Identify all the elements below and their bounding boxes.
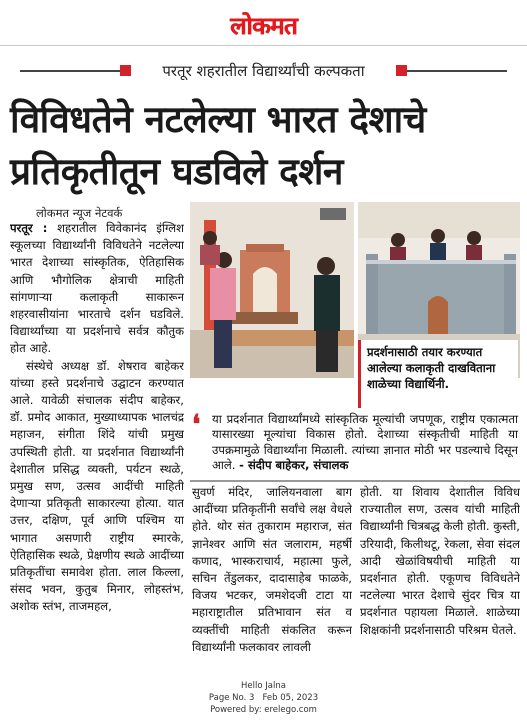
quote-divider [190, 480, 520, 482]
headline-line-2: प्रतिकृतीतून घडविले दर्शन [10, 150, 343, 193]
dateline: परतूर : [10, 221, 48, 235]
kicker-square-right [396, 65, 407, 76]
article-column-right: होती. या शिवाय देशातील विविध राज्यातील सण, उत्सव यांची माहिती विद्यार्थ्यांनी चित्रबद्ध केली होती. कुस्ती, उरियादी, किलीथटू, रेकला, सेवा संदल आदी खेळांविषयीची माहिती या प्रदर्शनात होती. एकूणच विविधतेने नटलेल्या भारत देशाचे सुंदर चित्र या प्रदर्शनात पहायला मिळाले. शाळेच्या शिक्षकांनी प्रदर्शनासाठी परिश्रम घेतले. [360, 485, 520, 637]
page-footer [0, 680, 527, 716]
kicker [0, 58, 527, 84]
kicker-text: परतूर शहरातील विद्यार्थ्यांची कल्पकता [154, 58, 372, 84]
quote-icon: ❛ [192, 410, 201, 440]
exhibition-photo-gate [190, 202, 354, 378]
headline-line-1: विविधतेने नटलेल्या भारत देशाचे [10, 98, 426, 141]
article-paragraph-1-text: शहरातील विवेकानंद इंग्लिश स्कूलच्या विद्यार्थ्यांनी विविधतेने नटलेल्या भारत देशाच्या सांस्कृतिक, ऐतिहासिक आणि भौगोलिक क्षेत्राची माहिती सांगणाऱ्या कलाकृती साकारून शहरवासीयांना भारताचे दर्शन घडविले. विद्यार्थ्यांच्या या प्रदर्शनाचे सर्वत्र कौतुक होत आहे. [10, 221, 184, 356]
photo-caption: प्रदर्शनासाठी तयार करण्यात आलेल्या कलाकृती दाखविताना शाळेच्या विद्यार्थिनी. [358, 340, 518, 408]
quote-author: - संदीप बाहेकर, संचालक [239, 458, 349, 473]
footer-page: Page No. 3 [208, 693, 255, 703]
article-column-middle: सुवर्ण मंदिर, जालियनवाला बाग आदींच्या प्रतिकृतींनी सर्वांचे लक्ष वेधले होते. थोर संत तुकाराम महाराज, संत ज्ञानेश्वर आणि संत जलाराम, महर्षी कणाद, भास्कराचार्य, महात्मा फुले, सचिन तेंडुलकर, दादासाहेब फाळके, विजय भटकर, जमशेदजी टाटा या महाराष्ट्रातील प्रतिभावान संत व व्यक्तींची माहिती संकलित करून विद्यार्थ्यांनी फलकावर लावली [192, 485, 352, 654]
footer-powered: Powered by: erelego.com [210, 705, 317, 715]
kicker-rule-left [20, 70, 120, 72]
quote-text: या प्रदर्शनात विद्यार्थ्यांमध्ये सांस्कृतिक मूल्यांची जपणूक, राष्ट्रीय एकात्मता यासारख्या मूल्यांचा विकास होतो. देशाच्या संस्कृतीची माहिती या उपक्रमामुळे विद्यार्थ्यांना मिळाली. त्यांच्या ज्ञानात मोठी भर पडल्याचे दिसून आले. [212, 412, 518, 473]
footer-page-date [0, 692, 527, 704]
byline: लोकमत न्यूज नेटवर्क [36, 206, 123, 220]
lokmat-logo: लोकमत [230, 11, 297, 40]
article-paragraph-2: संस्थेचे अध्यक्ष डॉ. शेषराव बाहेकर यांच्या हस्ते प्रदर्शनाचे उद्घाटन करण्यात आले. यावेळी संचालक संदीप बाहेकर, डॉ. प्रमोद आकात, मुख्याध्यापक भालचंद्र महाजन, संगीता शिंदे यांची प्रमुख उपस्थिती होती. या प्रदर्शनात विद्यार्थ्यांनी देशातील प्रसिद्ध व्यक्ती, पर्यटन स्थळे, प्रमुख सण, उत्सव आदींची माहिती देणाऱ्या प्रतिकृती साकारल्या होत्या. यात उत्तर, दक्षिण, पूर्व आणि पश्चिम या भागात असणारी राष्ट्रीय स्मारके, ऐतिहासिक स्थळे, प्रेक्षणीय स्थळे आदींच्या प्रतिकृतींचा समावेश होता. लाल किल्ला, संसद भवन, कुतुब मिनार, लोहस्तंभ, अशोक स्तंभ, ताजमहल, [10, 358, 184, 614]
footer-edition: Hello Jalna [241, 681, 286, 691]
masthead [0, 0, 527, 46]
kicker-rule-right [407, 70, 507, 72]
pull-quote [190, 412, 520, 478]
quote-body [212, 412, 518, 474]
article-paragraph-1 [10, 220, 184, 358]
footer-date: Feb 05, 2023 [262, 693, 319, 703]
article-column-left [10, 220, 184, 650]
kicker-square-left [120, 65, 131, 76]
